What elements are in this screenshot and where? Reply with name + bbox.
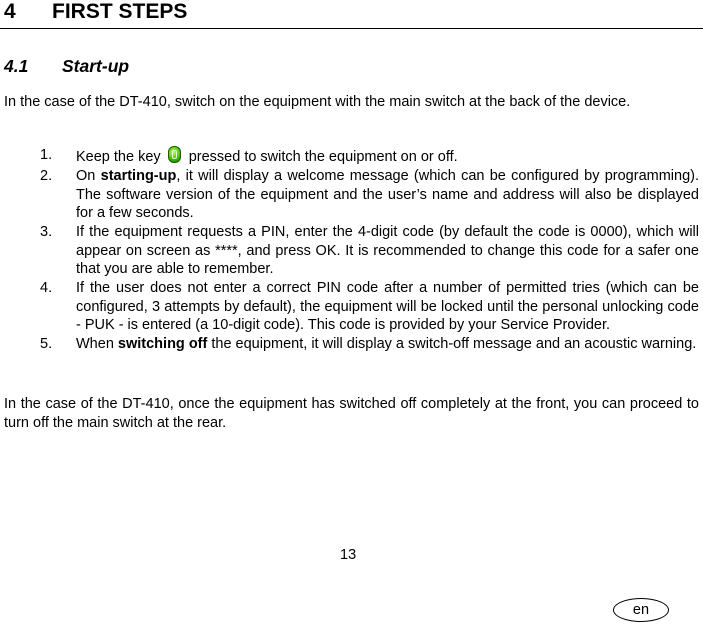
list-item (4, 146, 699, 167)
intro-paragraph: In the case of the DT-410, switch on the equipment with the main switch at the back of the device. (4, 94, 631, 110)
chapter-number: 4 (4, 0, 16, 23)
step-number: 5. (40, 336, 53, 352)
list-item (4, 279, 699, 335)
section-number: 4.1 (4, 56, 29, 76)
closing-paragraph: In the case of the DT-410, once the equipment has switched off completely at the front, you can proceed to turn off the main switch at the rear. (4, 396, 699, 431)
section-title: Start-up (62, 56, 130, 76)
steps-list (4, 146, 699, 354)
step-text: If the user does not enter a correct PIN code after a number of permitted tries (which can be configured, 3 attempts by default), the equipment will be locked until the personal unlocking code - PUK - is entered (a 10-digit code). This code is provided by your Service Provider. (76, 280, 699, 333)
heading-rule (0, 28, 703, 29)
list-item (4, 335, 699, 354)
power-key-icon (168, 146, 181, 163)
chapter-title: FIRST STEPS (52, 0, 188, 23)
list-item (4, 167, 699, 223)
language-badge: en (613, 598, 669, 622)
chapter-heading (4, 0, 703, 25)
step-bold-term: switching off (117, 336, 208, 352)
step-text-pre: On (76, 168, 101, 184)
step-text-before: Keep the key (76, 149, 165, 165)
step-text: If the equipment requests a PIN, enter the 4-digit code (by default the code is 0000), which will appear on screen as ****, and press OK. It is recommended to change this code for a safer one that you are able to remember. (76, 224, 699, 277)
step-text-pre: When (76, 336, 118, 352)
step-number: 4. (40, 280, 53, 296)
list-item (4, 223, 699, 279)
section-heading (4, 55, 129, 77)
step-number: 1. (40, 147, 53, 163)
step-text-post: , it will display a welcome message (which can be configured by programming). The software version of the equipment and the user’s name and address will also be displayed for a few seconds. (76, 168, 699, 221)
step-bold-term: starting-up (100, 168, 177, 184)
page-number: 13 (340, 547, 357, 563)
step-number: 2. (40, 168, 53, 184)
step-text-after: pressed to switch the equipment on or off. (184, 149, 458, 165)
step-number: 3. (40, 224, 53, 240)
step-text-post: the equipment, it will display a switch-off message and an acoustic warning. (207, 336, 697, 352)
